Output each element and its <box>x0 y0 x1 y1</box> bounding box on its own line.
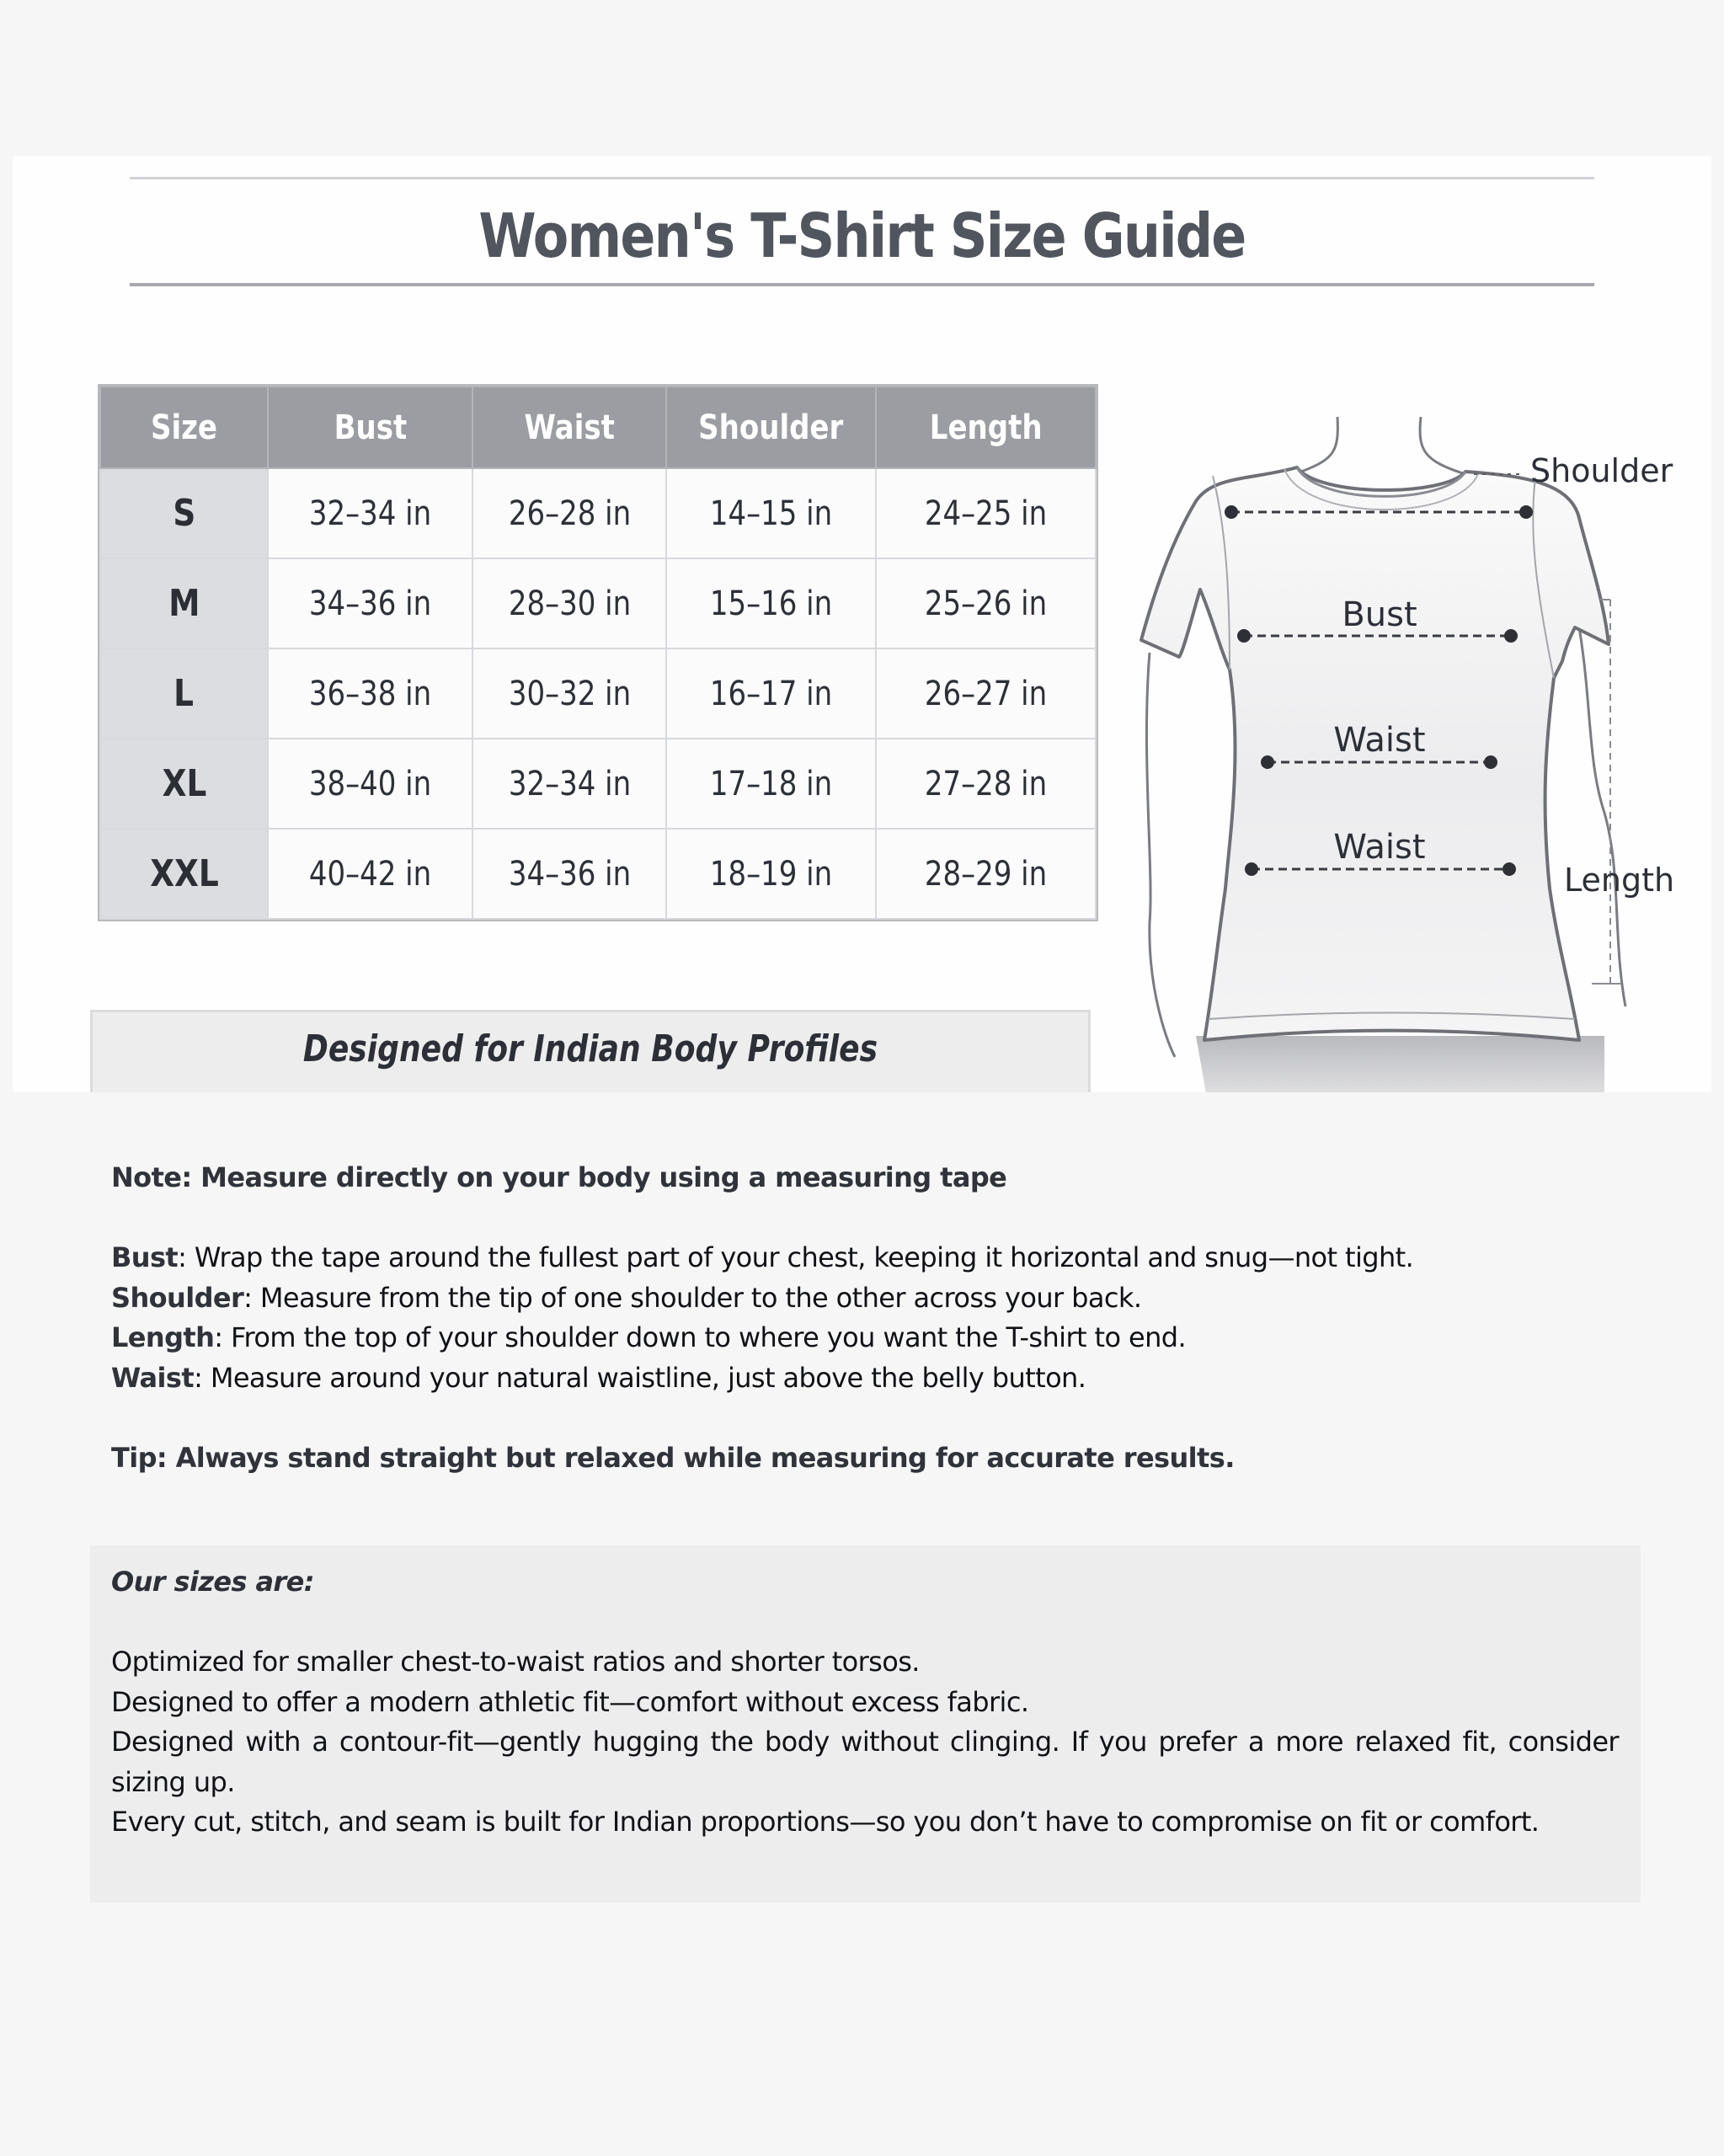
measuring-tip: Tip: Always stand straight but relaxed while measuring for accurate results. <box>111 1441 1235 1474</box>
our-sizes-heading: Our sizes are: <box>111 1566 314 1598</box>
our-sizes-box <box>90 1545 1641 1903</box>
sizes-line: Every cut, stitch, and seam is built for Indian proportions—so you don’t have to compromise on fit or comfort. <box>111 1806 1540 1838</box>
note-item-length <box>111 1318 1627 1358</box>
size-cell: XXL <box>100 829 268 919</box>
size-cell: XL <box>100 739 268 829</box>
length-cell: 28–29 in <box>876 829 1096 919</box>
note-heading: Note: Measure directly on your body using a measuring tape <box>111 1161 1007 1193</box>
waist-cell: 30–32 in <box>472 648 666 739</box>
column-header-length: Length <box>876 387 1096 468</box>
length-cell: 25–26 in <box>876 558 1096 648</box>
table-row <box>100 739 1096 829</box>
note-label: Waist <box>111 1361 195 1394</box>
bust-cell: 38–40 in <box>268 739 472 829</box>
note-item-shoulder <box>111 1278 1627 1319</box>
table-row <box>100 468 1096 558</box>
shoulder-cell: 15–16 in <box>666 558 876 648</box>
note-item-bust <box>111 1238 1627 1278</box>
column-header-bust: Bust <box>268 387 472 468</box>
size-cell: M <box>100 558 268 648</box>
shoulder-cell: 18–19 in <box>666 829 876 919</box>
waist-upper-label: Waist <box>1333 721 1426 760</box>
bust-cell: 40–42 in <box>268 829 472 919</box>
tshirt-measurement-illustration <box>1120 387 1710 1092</box>
sizes-line: Designed with a contour-fit—gently hugging the body without clinging. If you prefer a more relaxed fit, consider sizing up. <box>111 1726 1619 1798</box>
sizes-line: Designed to offer a modern athletic fit—comfort without excess fabric. <box>111 1685 1029 1718</box>
bust-cell: 34–36 in <box>268 558 472 648</box>
waist-cell: 32–34 in <box>472 739 666 829</box>
bust-cell: 32–34 in <box>268 468 472 558</box>
size-chart-table <box>99 386 1097 920</box>
length-cell: 24–25 in <box>876 468 1096 558</box>
length-cell: 26–27 in <box>876 648 1096 739</box>
waist-cell: 28–30 in <box>472 558 666 648</box>
column-header-shoulder: Shoulder <box>666 387 876 468</box>
title-divider-top <box>130 177 1594 179</box>
banner-text: Designed for Indian Body Profiles <box>302 1027 878 1070</box>
note-text: : Wrap the tape around the fullest part of your chest, keeping it horizontal and snug—not tight. <box>178 1241 1414 1273</box>
length-cell: 27–28 in <box>876 739 1096 829</box>
note-text: : Measure around your natural waistline, just above the belly button. <box>194 1361 1086 1394</box>
waist-cell: 26–28 in <box>472 468 666 558</box>
waist-cell: 34–36 in <box>472 829 666 919</box>
note-item-waist <box>111 1358 1627 1399</box>
sizes-line: Optimized for smaller chest-to-waist ratios and shorter torsos. <box>111 1646 920 1678</box>
shoulder-label: Shoulder <box>1530 452 1673 489</box>
indian-body-profiles-banner <box>90 1010 1091 1092</box>
note-text: : From the top of your shoulder down to where you want the T-shirt to end. <box>214 1321 1187 1353</box>
size-guide-image <box>13 156 1711 1092</box>
note-label: Bust <box>111 1241 179 1273</box>
shoulder-cell: 14–15 in <box>666 468 876 558</box>
shoulder-cell: 17–18 in <box>666 739 876 829</box>
bust-label: Bust <box>1342 595 1417 634</box>
column-header-waist: Waist <box>472 387 666 468</box>
waist-lower-label: Waist <box>1333 828 1426 867</box>
note-text: : Measure from the tip of one shoulder to the other across your back. <box>243 1281 1142 1314</box>
table-row <box>100 648 1096 739</box>
table-row <box>100 558 1096 648</box>
size-cell: L <box>100 648 268 739</box>
title-divider-bottom <box>130 283 1594 286</box>
note-label: Length <box>111 1321 215 1353</box>
measurement-notes <box>111 1158 1627 1478</box>
table-row <box>100 829 1096 919</box>
note-label: Shoulder <box>111 1281 244 1314</box>
size-cell: S <box>100 468 268 558</box>
shoulder-cell: 16–17 in <box>666 648 876 739</box>
table-header-row <box>100 387 1096 468</box>
column-header-size: Size <box>100 387 268 468</box>
page-title: Women's T-Shirt Size Guide <box>478 200 1246 271</box>
length-label: Length <box>1564 862 1675 899</box>
bust-cell: 36–38 in <box>268 648 472 739</box>
